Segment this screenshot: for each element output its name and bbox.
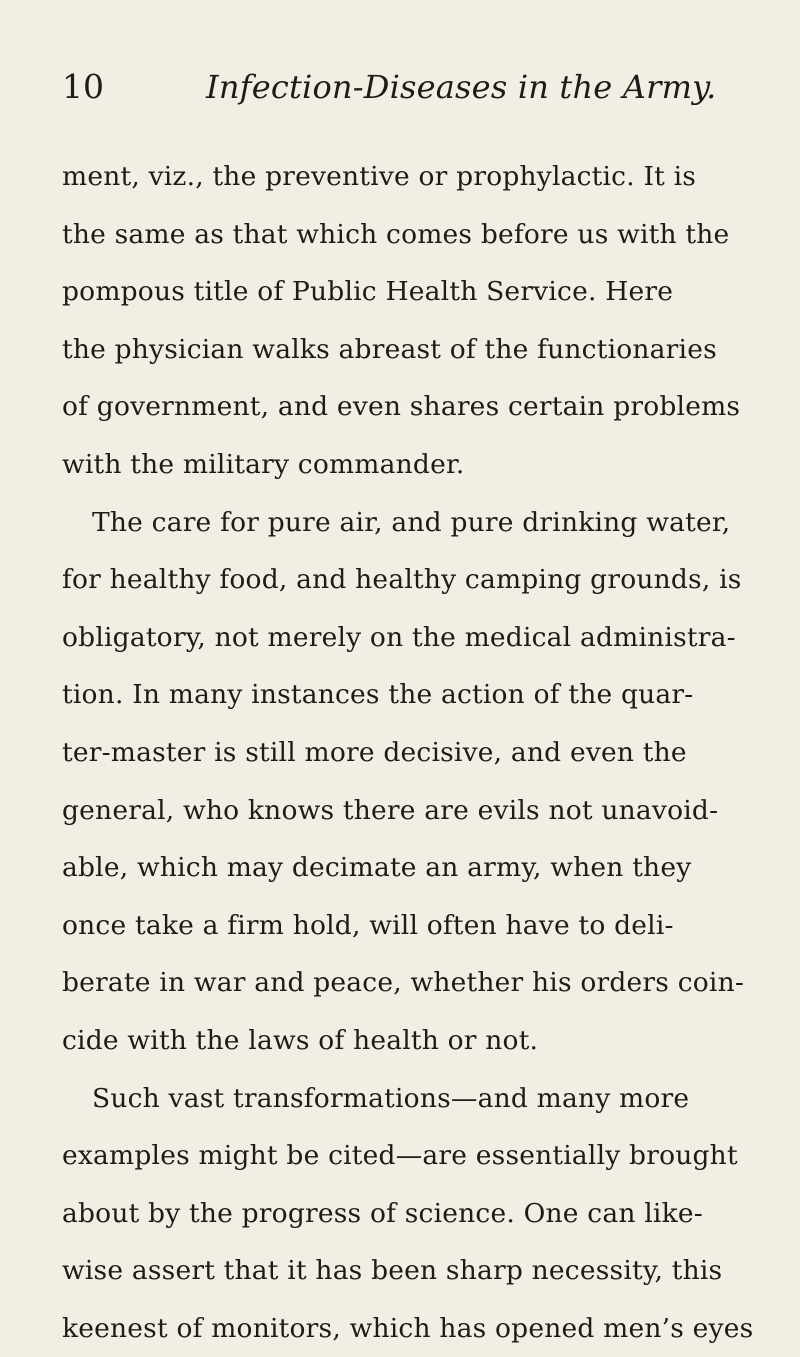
text-line: of government, and even shares certain problems — [62, 391, 741, 423]
text-line: tion. In many instances the action of the quar- — [62, 679, 694, 711]
page-number: 10 — [62, 67, 104, 106]
text-line: examples might be cited—are essentially brought — [62, 1140, 738, 1172]
paragraph-start-line: Such vast transformations—and many more — [92, 1082, 690, 1114]
running-title: Infection-Diseases in the Army. — [206, 68, 717, 106]
text-line: about by the progress of science. One can like- — [62, 1197, 703, 1229]
text-line: wise assert that it has been sharp necessity, this — [62, 1255, 723, 1287]
paragraph-start-line: The care for pure air, and pure drinking water, — [92, 506, 731, 538]
text-line: berate in war and peace, whether his orders coin- — [62, 967, 745, 999]
text-line: obligatory, not merely on the medical administra- — [62, 621, 736, 653]
text-line: the physician walks abreast of the functionaries — [62, 333, 717, 365]
text-line: with the military commander. — [62, 448, 465, 480]
running-head — [62, 64, 770, 118]
text-line: the same as that which comes before us with the — [62, 218, 730, 250]
text-line: for healthy food, and healthy camping grounds, is — [62, 564, 742, 596]
text-line: ment, viz., the preventive or prophylactic. It is — [62, 161, 697, 192]
text-line: able, which may decimate an army, when they — [62, 852, 692, 884]
text-line: cide with the laws of health or not. — [62, 1024, 539, 1056]
text-line: once take a firm hold, will often have to deli- — [62, 909, 674, 941]
text-line: pompous title of Public Health Service. Here — [62, 276, 674, 308]
text-line: ter-master is still more decisive, and even the — [62, 736, 687, 768]
text-line: keenest of monitors, which has opened men’s eyes — [62, 1312, 754, 1344]
body-text — [62, 148, 770, 1357]
text-line: general, who knows there are evils not unavoid- — [62, 794, 719, 826]
